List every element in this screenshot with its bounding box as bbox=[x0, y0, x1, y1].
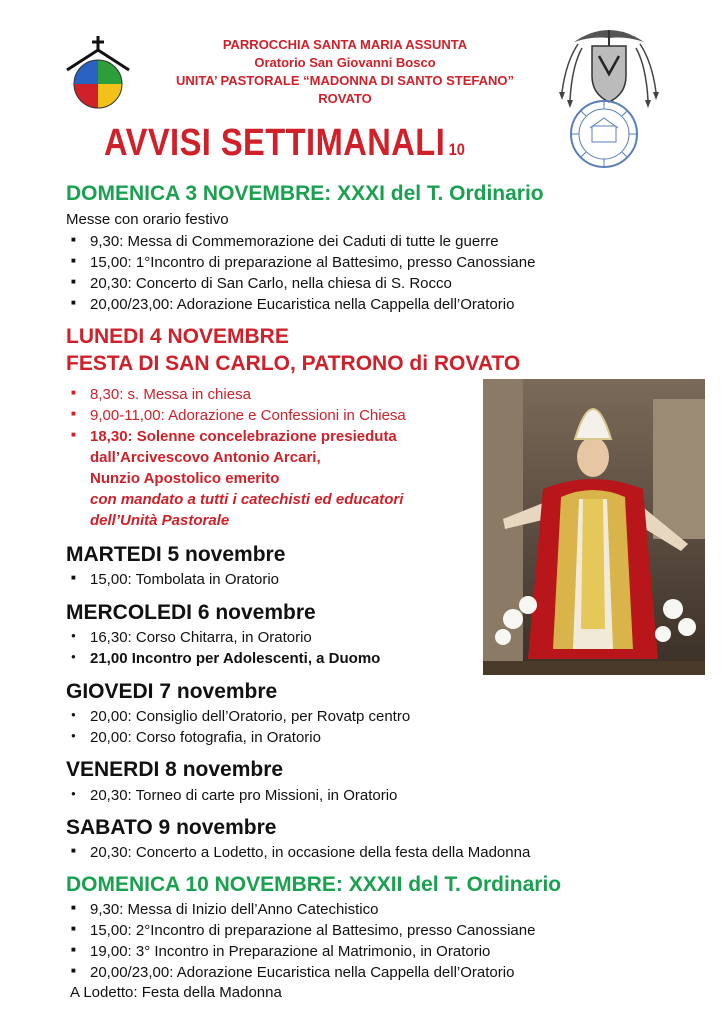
church-puzzle-logo bbox=[64, 34, 132, 114]
list-item: ■ 20,30: Concerto a Lodetto, in occasione della festa della Madonna bbox=[66, 842, 530, 863]
wednesday-6-list bbox=[66, 627, 380, 669]
monday-4-list bbox=[66, 384, 406, 531]
list-item: ■ 15,00: Tombolata in Oratorio bbox=[66, 569, 279, 590]
list-item: ■ 20,00/23,00: Adorazione Eucaristica nella Cappella dell’Oratorio bbox=[66, 962, 535, 983]
list-item: ● 20,00: Consiglio dell’Oratorio, per Rovatp centro bbox=[66, 706, 410, 727]
list-item: ■ 9,30: Messa di Commemorazione dei Caduti di tutte le guerre bbox=[66, 231, 535, 252]
heading-sunday-10: DOMENICA 10 NOVEMBRE: XXXII del T. Ordinario bbox=[66, 873, 562, 896]
list-item: ■ 20,30: Concerto di San Carlo, nella chiesa di S. Rocco bbox=[66, 273, 535, 294]
list-item: ● 20,00: Corso fotografia, in Oratorio bbox=[66, 727, 410, 748]
list-item-cont: con mandato a tutti i catechisti ed educatori bbox=[90, 491, 404, 508]
list-item-cont: dall’Arcivescovo Antonio Arcari, bbox=[90, 449, 321, 466]
list-item-cont: dell’Unità Pastorale bbox=[90, 512, 230, 529]
heading-saturday-9: SABATO 9 novembre bbox=[66, 816, 277, 839]
heading-friday-8: VENERDI 8 novembre bbox=[66, 758, 284, 781]
header-unit: UNITA’ PASTORALE “MADONNA DI SANTO STEFANO” bbox=[175, 73, 515, 88]
sunday-10-list bbox=[66, 899, 535, 983]
list-item: ● 21,00 Incontro per Adolescenti, a Duomo bbox=[66, 648, 380, 669]
list-item: ■ 9,30: Messa di Inizio dell’Anno Catechistico bbox=[66, 899, 535, 920]
thursday-7-list bbox=[66, 706, 410, 748]
pastoral-unit-seal bbox=[568, 98, 640, 170]
list-item: ■ 9,00-11,00: Adorazione e Confessioni in Chiesa bbox=[66, 405, 406, 426]
heading-thursday-7: GIOVEDI 7 novembre bbox=[66, 680, 278, 703]
heading-sunday-3: DOMENICA 3 NOVEMBRE: XXXI del T. Ordinario bbox=[66, 182, 544, 205]
tuesday-5-list bbox=[66, 569, 279, 590]
list-item: ■ 20,00/23,00: Adorazione Eucaristica nella Cappella dell’Oratorio bbox=[66, 294, 535, 315]
sunday-3-intro: Messe con orario festivo bbox=[66, 211, 229, 228]
page-title bbox=[104, 122, 465, 165]
list-item: ■ 8,30: s. Messa in chiesa bbox=[66, 384, 406, 405]
list-item: ● 20,30: Torneo di carte pro Missioni, in Oratorio bbox=[66, 785, 397, 806]
list-item: ■ 15,00: 2°Incontro di preparazione al Battesimo, presso Canossiane bbox=[66, 920, 535, 941]
header-parish: PARROCCHIA SANTA MARIA ASSUNTA bbox=[222, 37, 468, 52]
monday-4-date: LUNEDI 4 NOVEMBRE bbox=[66, 325, 289, 348]
sunday-3-list bbox=[66, 231, 535, 315]
header-town: ROVATO bbox=[318, 91, 372, 106]
header-oratory: Oratorio San Giovanni Bosco bbox=[254, 55, 436, 70]
heading-wednesday-6: MERCOLEDI 6 novembre bbox=[66, 601, 316, 624]
title-main: AVVISI SETTIMANALI bbox=[104, 122, 446, 164]
sunday-10-outro: A Lodetto: Festa della Madonna bbox=[70, 984, 282, 1001]
heading-monday-4 bbox=[66, 323, 520, 377]
parish-header bbox=[150, 36, 540, 108]
friday-8-list bbox=[66, 785, 397, 806]
san-carlo-statue-photo bbox=[483, 379, 705, 675]
title-number: 10 bbox=[448, 140, 465, 159]
monday-4-feast: FESTA DI SAN CARLO, PATRONO di ROVATO bbox=[66, 352, 521, 375]
list-item: ■ 15,00: 1°Incontro di preparazione al Battesimo, presso Canossiane bbox=[66, 252, 535, 273]
heading-tuesday-5: MARTEDI 5 novembre bbox=[66, 543, 286, 566]
list-item: ■ 18,30: Solenne concelebrazione presieduta bbox=[66, 426, 406, 447]
list-item-cont: Nunzio Apostolico emerito bbox=[90, 470, 280, 487]
list-item: ■ 19,00: 3° Incontro in Preparazione al Matrimonio, in Oratorio bbox=[66, 941, 535, 962]
saturday-9-list bbox=[66, 842, 530, 863]
list-item: ● 16,30: Corso Chitarra, in Oratorio bbox=[66, 627, 380, 648]
